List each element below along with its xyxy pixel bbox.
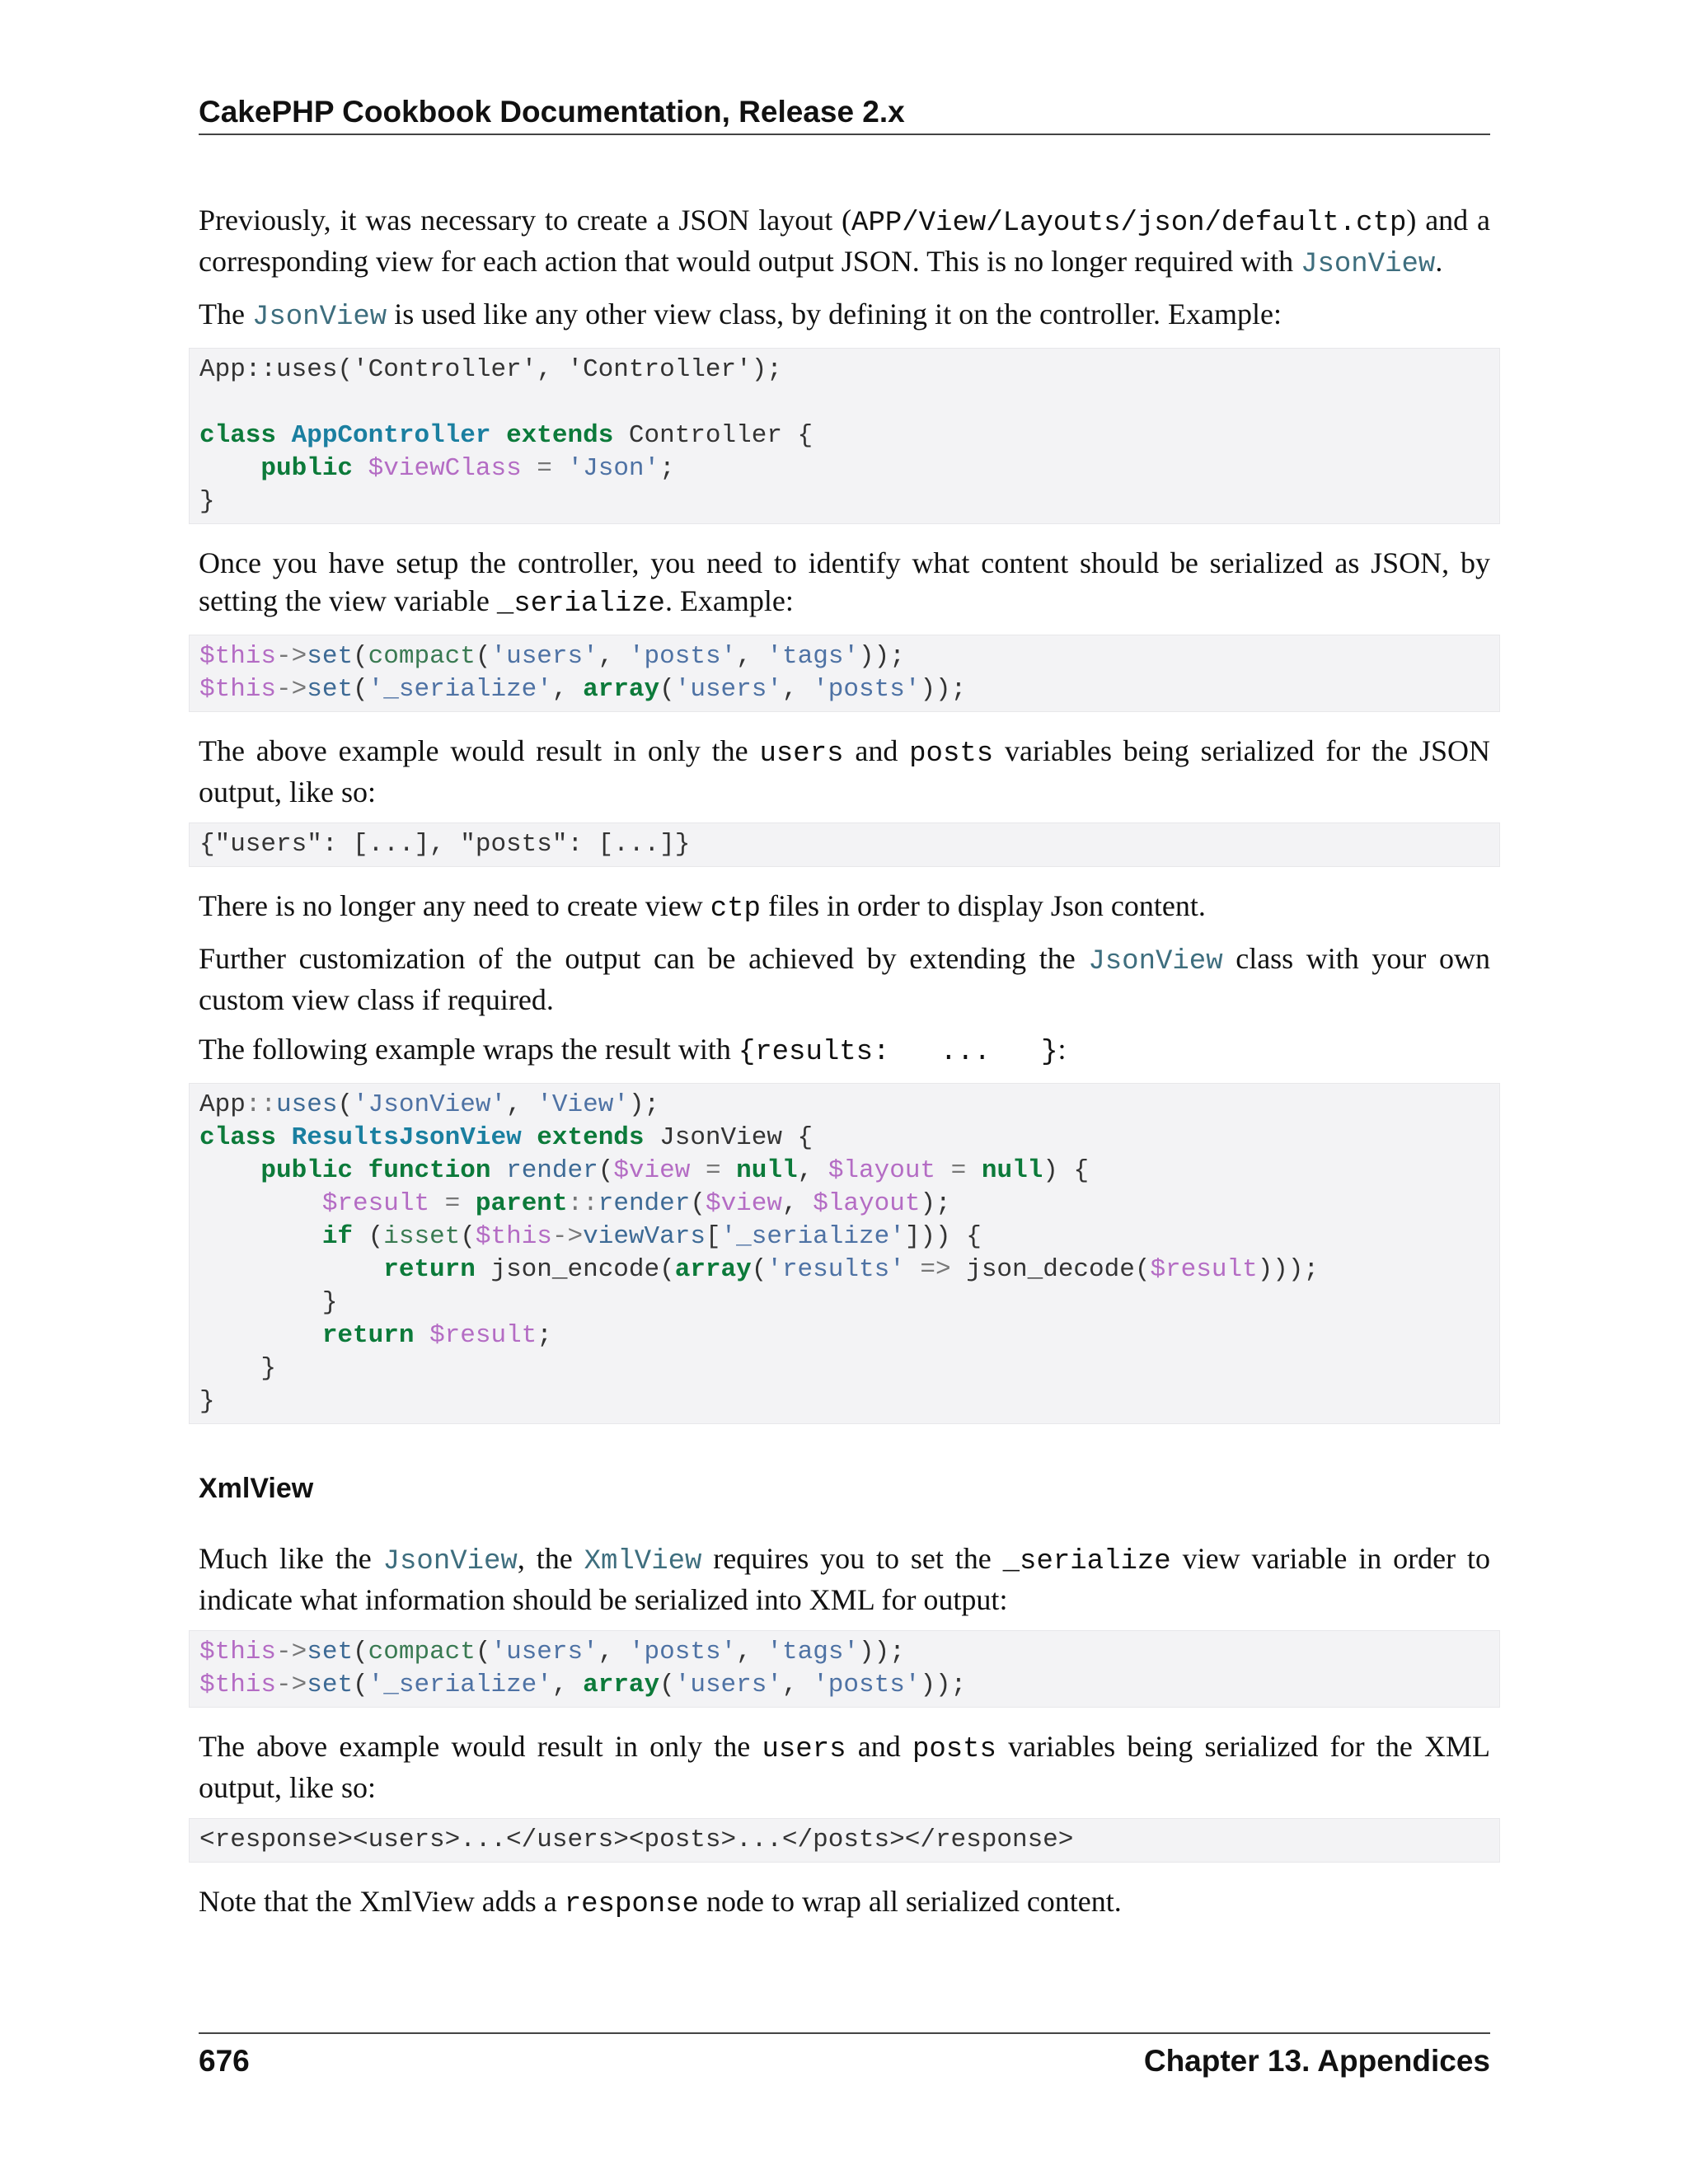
text: is used like any other view class, by defining it on the controller. Example: <box>387 298 1282 330</box>
paragraph-xml-result <box>199 1727 1490 1807</box>
code-line: public function render($view = null, $layout = null) { <box>260 1156 1090 1185</box>
text: The following example wraps the result with <box>199 1033 738 1066</box>
inline-code-ctp: ctp <box>710 893 761 925</box>
code-line: $this->set(compact('users', 'posts', 'tags')); <box>199 1638 905 1666</box>
xmlview-link[interactable]: XmlView <box>584 1546 702 1577</box>
page-content <box>199 201 1490 1935</box>
text: . <box>1435 245 1443 278</box>
code-block-results-view <box>189 1083 1500 1424</box>
paragraph-serialize-intro <box>199 544 1490 623</box>
paragraph-no-ctp <box>199 887 1490 928</box>
code-line: $this->set(compact('users', 'posts', 'tags')); <box>199 642 905 671</box>
text: Further customization of the output can be achieved by extending the <box>199 942 1089 975</box>
paragraph-jsonview-usage <box>199 295 1490 336</box>
inline-code-posts: posts <box>909 738 994 770</box>
paragraph-json-layout <box>199 201 1490 284</box>
paragraph-customization <box>199 940 1490 1019</box>
text: The above example would result in only the <box>199 1730 762 1763</box>
text: Much like the <box>199 1542 383 1575</box>
code-line: public $viewClass = 'Json'; <box>260 454 675 483</box>
code-line: App::uses('JsonView', 'View'); <box>199 1090 660 1119</box>
text: and <box>843 734 910 767</box>
inline-code-response: response <box>564 1889 699 1920</box>
text: files in order to display Json content. <box>760 889 1206 922</box>
text: node to wrap all serialized content. <box>698 1885 1122 1918</box>
code-block-json-output: {"users": [...], "posts": [...]} <box>189 823 1500 867</box>
inline-code-serialize: _serialize <box>1002 1546 1171 1577</box>
text: and <box>846 1730 912 1763</box>
code-line: } <box>199 1354 277 1383</box>
code-line: } <box>199 487 215 516</box>
code-block-xml-output: <response><users>...</users><posts>...</posts></response> <box>189 1818 1500 1863</box>
text: Previously, it was necessary to create a JSON layout ( <box>199 204 852 237</box>
inline-code-serialize: _serialize <box>496 588 665 620</box>
code-block-serialize-json <box>189 635 1500 712</box>
text: . Example: <box>664 584 794 617</box>
code-line: return $result; <box>321 1321 552 1350</box>
jsonview-link[interactable]: JsonView <box>251 302 387 333</box>
running-header: CakePHP Cookbook Documentation, Release 2.x <box>199 92 1490 135</box>
code-line: return json_encode(array('results' => json_decode($result))); <box>383 1255 1320 1284</box>
text: : <box>1057 1033 1067 1066</box>
inline-code-users: users <box>759 738 844 770</box>
paragraph-xmlview-intro <box>199 1540 1490 1619</box>
code-block-controller <box>189 348 1500 524</box>
chapter-title: Chapter 13. Appendices <box>1143 2044 1490 2078</box>
paragraph-json-result <box>199 732 1490 811</box>
text: Note that the XmlView adds a <box>199 1885 565 1918</box>
jsonview-link[interactable]: JsonView <box>382 1546 518 1577</box>
inline-code-path: APP/View/Layouts/json/default.ctp <box>851 208 1407 239</box>
text: Once you have setup the controller, you need to identify what content should be serialized as JSON, by setting the view variable <box>199 546 1490 617</box>
text: variables being serialized for the JSON output, like so: <box>199 734 1490 808</box>
code-line: } <box>199 1387 215 1416</box>
text: , the <box>517 1542 584 1575</box>
code-line: class AppController extends Controller { <box>199 421 814 450</box>
section-heading-xmlview: XmlView <box>199 1473 314 1504</box>
text: class with your own custom view class if required. <box>199 942 1491 1016</box>
text: ) and a corresponding view for each action that would output JSON. This is no longer required with <box>199 204 1490 278</box>
code-line: $this->set('_serialize', array('users', 'posts')); <box>199 675 967 704</box>
paragraph-wrap-example <box>199 1030 1490 1071</box>
inline-code-results: {results: ... } <box>738 1037 1058 1068</box>
code-line: App::uses('Controller', 'Controller'); <box>199 355 782 384</box>
text: The <box>199 298 252 330</box>
page-number: 676 <box>199 2044 250 2078</box>
code-line: if (isset($this->viewVars['_serialize'])) { <box>321 1222 982 1251</box>
jsonview-link[interactable]: JsonView <box>1088 946 1223 977</box>
code-block-serialize-xml <box>189 1630 1500 1708</box>
code-line: $result = parent::render($view, $layout); <box>321 1189 951 1218</box>
code-line: $this->set('_serialize', array('users', 'posts')); <box>199 1671 967 1699</box>
text: view variable in order to indicate what information should be serialized into XML for output: <box>199 1542 1490 1616</box>
running-footer <box>199 2032 1490 2080</box>
code-line: } <box>199 1288 338 1317</box>
inline-code-posts: posts <box>912 1734 996 1765</box>
code-line: class ResultsJsonView extends JsonView { <box>199 1123 814 1152</box>
jsonview-link[interactable]: JsonView <box>1301 249 1436 280</box>
text: requires you to set the <box>701 1542 1003 1575</box>
text: There is no longer any need to create view <box>199 889 710 922</box>
text: variables being serialized for the XML output, like so: <box>199 1730 1491 1804</box>
paragraph-response-node <box>199 1882 1490 1924</box>
text: The above example would result in only the <box>199 734 760 767</box>
inline-code-users: users <box>762 1734 846 1765</box>
